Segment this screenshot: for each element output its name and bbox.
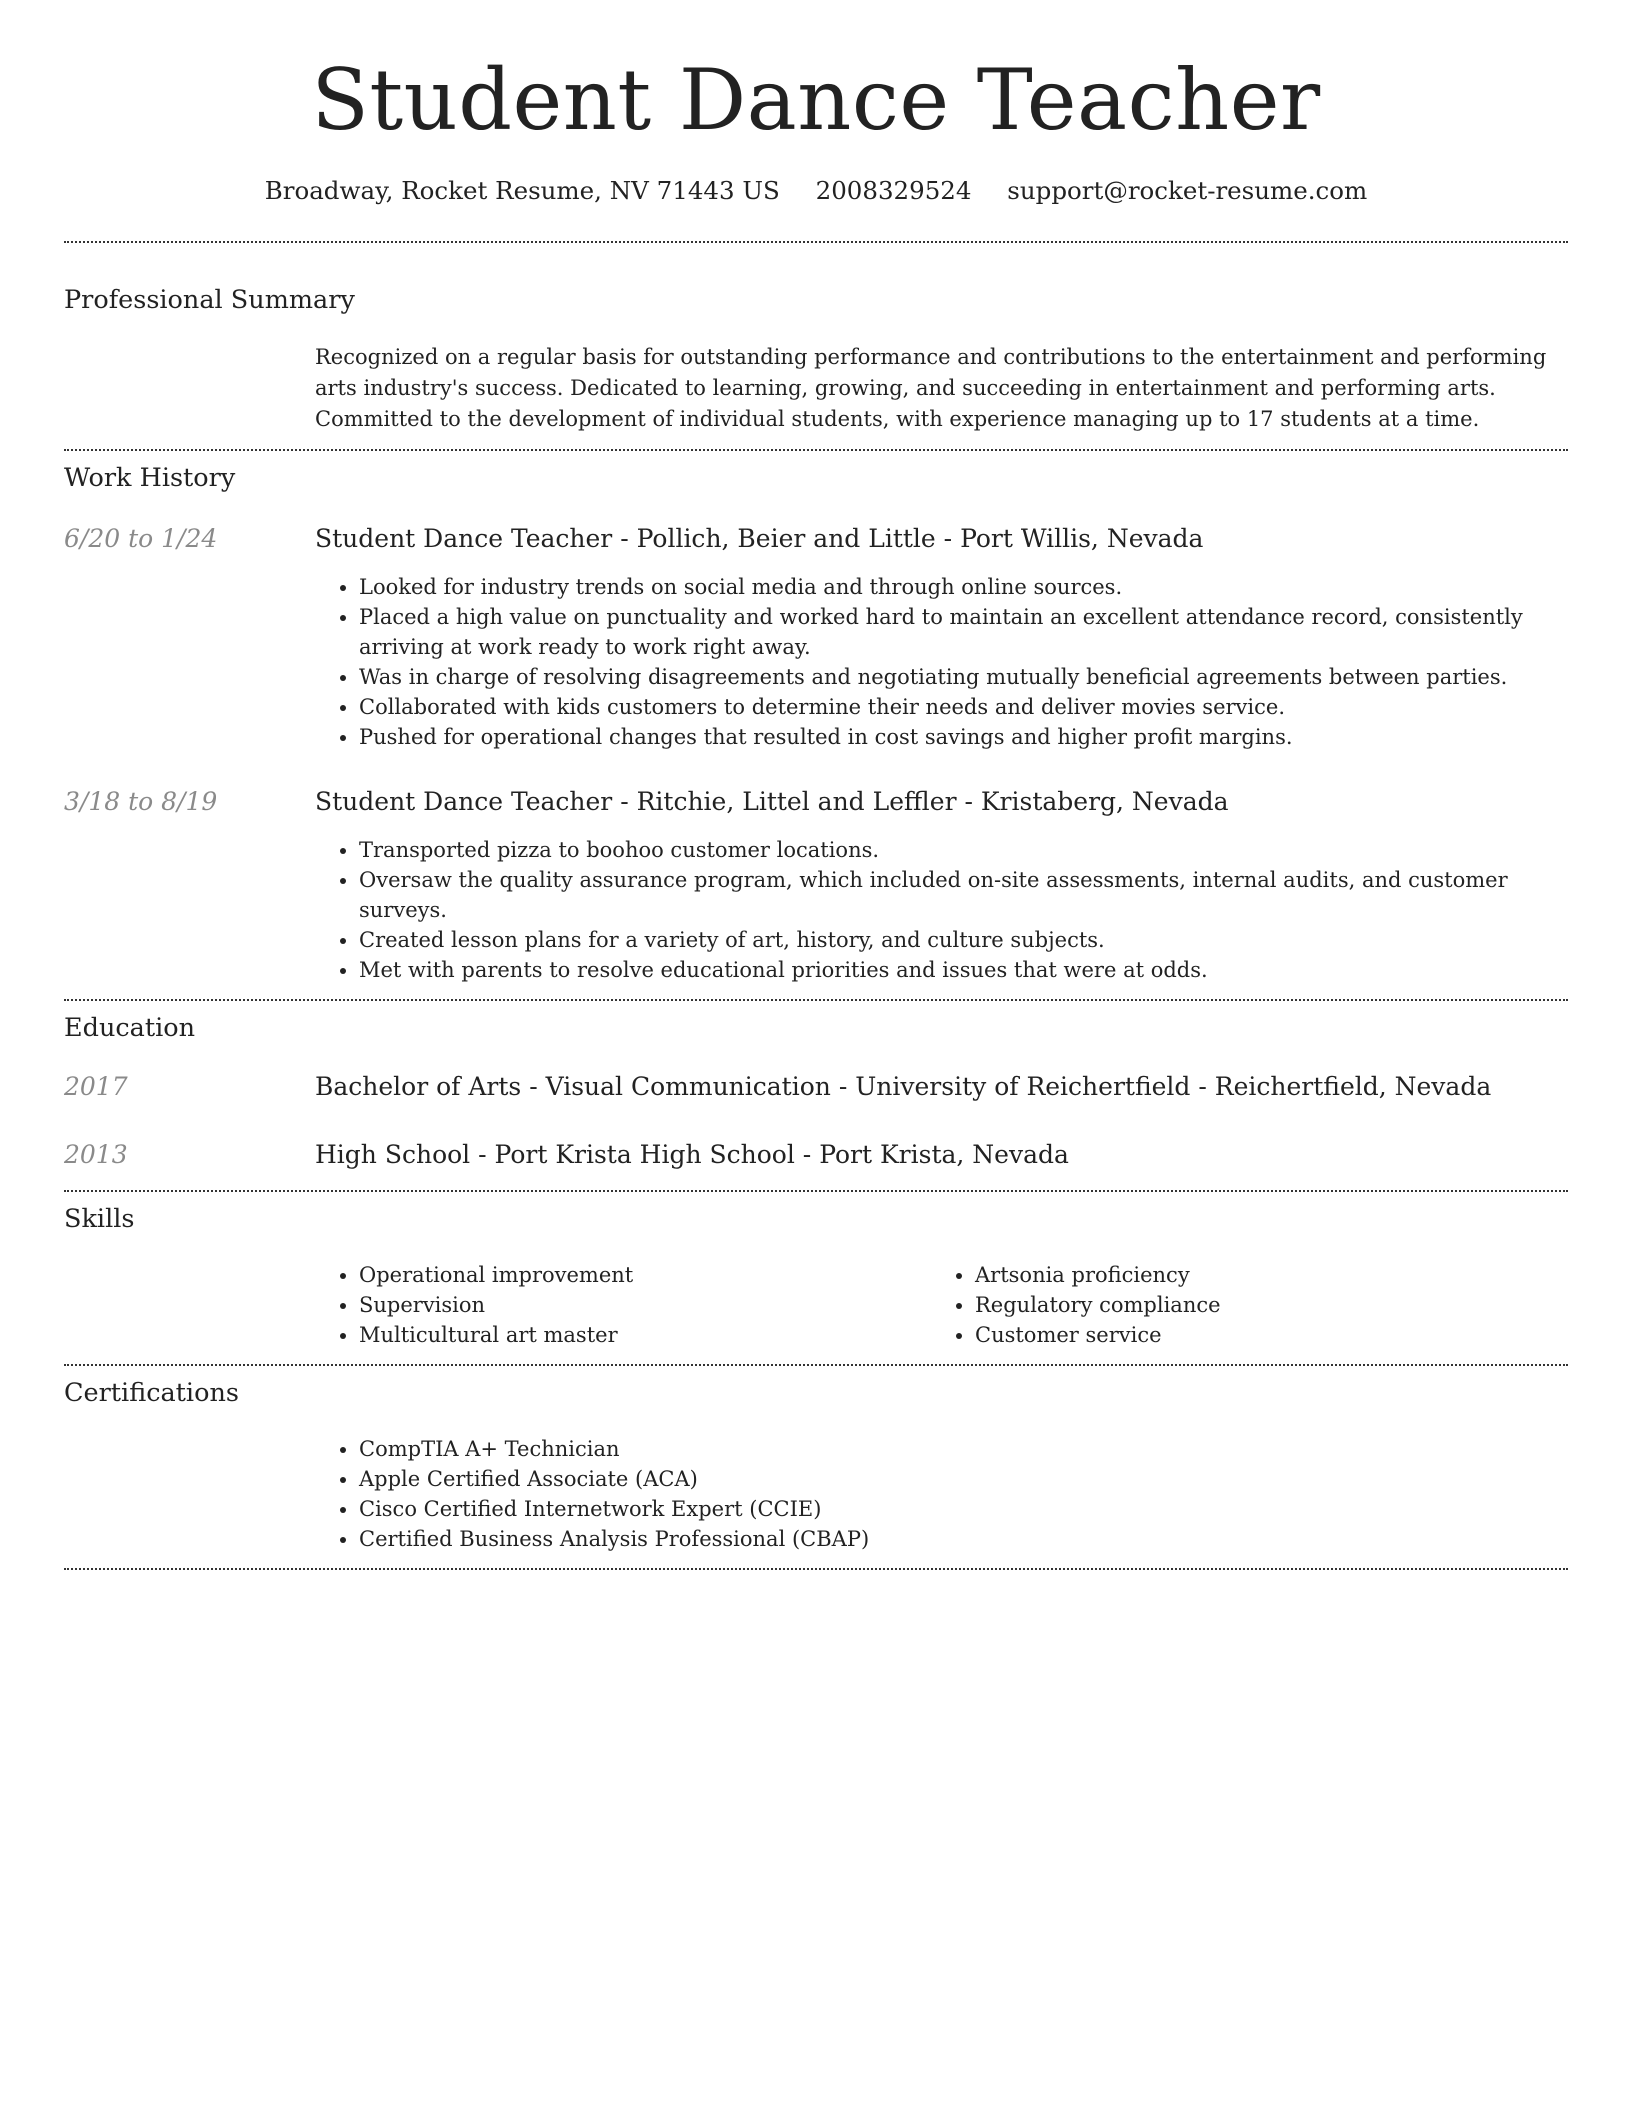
education-degree: High School [315, 1140, 471, 1169]
contact-line [64, 176, 1568, 205]
job-entry [64, 523, 1568, 752]
divider [64, 241, 1568, 243]
skills-column-left [315, 1260, 931, 1350]
list-item: • Looked for industry trends on social media and through online sources. [359, 572, 1568, 602]
list-item: • Pushed for operational changes that resulted in cost savings and higher profit margins. [359, 722, 1568, 752]
summary-section [64, 285, 1568, 449]
education-heading [315, 1071, 1568, 1102]
skills-list [315, 1260, 931, 1350]
job-body [315, 786, 1568, 999]
divider [64, 1568, 1568, 1570]
divider [64, 999, 1568, 1001]
certifications-title: Certifications [64, 1378, 239, 1408]
job-body [315, 523, 1568, 752]
list-item: • Cisco Certified Internetwork Expert (CCIE) [359, 1494, 1568, 1524]
education-section [64, 1013, 1568, 1190]
job-heading [315, 786, 1568, 817]
education-heading [315, 1139, 1568, 1170]
list-item: • Regulatory compliance [975, 1290, 1547, 1320]
list-item: • Certified Business Analysis Professional (CBAP) [359, 1524, 1568, 1554]
education-year: 2013 [64, 1140, 128, 1169]
job-bullets [315, 572, 1568, 752]
education-degree: Bachelor of Arts - Visual Communication [315, 1072, 831, 1101]
education-title: Education [64, 1013, 196, 1043]
list-item: • Operational improvement [359, 1260, 931, 1290]
list-item: • Placed a high value on punctuality and worked hard to maintain an excellent attendance record, consistently arriving at work ready to work right away. [359, 602, 1568, 662]
job-company: - Pollich, Beier and Little - Port Willis, Nevada [612, 524, 1204, 553]
list-item: • Multicultural art master [359, 1320, 931, 1350]
certifications-body [315, 1434, 1568, 1568]
skills-section [64, 1204, 1568, 1364]
education-year: 2017 [64, 1072, 128, 1101]
job-dates: 6/20 to 1/24 [64, 524, 218, 553]
divider [64, 1190, 1568, 1192]
job-entry [64, 786, 1568, 999]
list-item: • Collaborated with kids customers to determine their needs and deliver movies service. [359, 692, 1568, 722]
list-item: • Artsonia proficiency [975, 1260, 1547, 1290]
summary-text: Recognized on a regular basis for outstanding performance and contributions to the entertainment and performing arts industry's success. Dedicated to learning, growing, and succeeding in entertainment and performing arts. Committed to the development of individual students, with experience managing up to 17 students at a time. [315, 345, 1547, 431]
list-item: • Met with parents to resolve educational priorities and issues that were at odds. [359, 955, 1568, 985]
skills-columns [315, 1260, 1568, 1364]
job-role: Student Dance Teacher [315, 787, 613, 816]
education-entry [64, 1139, 1568, 1190]
job-dates: 3/18 to 8/19 [64, 787, 218, 816]
job-role: Student Dance Teacher [315, 524, 613, 553]
education-entry [64, 1071, 1568, 1102]
list-item: • Transported pizza to boohoo customer locations. [359, 835, 1568, 865]
skills-column-right [931, 1260, 1547, 1350]
list-item: • Supervision [359, 1290, 931, 1320]
list-item: • Was in charge of resolving disagreements and negotiating mutually beneficial agreements between parties. [359, 662, 1568, 692]
skills-list [931, 1260, 1547, 1350]
list-item: • CompTIA A+ Technician [359, 1434, 1568, 1464]
resume-name: Student Dance Teacher [311, 51, 1321, 149]
job-bullets [315, 835, 1568, 999]
job-company: - Ritchie, Littel and Leffler - Kristaberg, Nevada [612, 787, 1229, 816]
contact-phone: 2008329524 [815, 176, 972, 205]
certifications-section [64, 1378, 1568, 1568]
contact-address: Broadway, Rocket Resume, NV 71443 US [264, 176, 780, 205]
list-item: • Created lesson plans for a variety of art, history, and culture subjects. [359, 925, 1568, 955]
education-school: - Port Krista High School - Port Krista, Nevada [470, 1140, 1069, 1169]
list-item: • Customer service [975, 1320, 1547, 1350]
certifications-list [315, 1434, 1568, 1554]
list-item: • Oversaw the quality assurance program, which included on-site assessments, internal audits, and customer surveys. [359, 865, 1568, 925]
contact-email: support@rocket-resume.com [1007, 176, 1368, 205]
list-item: • Apple Certified Associate (ACA) [359, 1464, 1568, 1494]
divider [64, 1364, 1568, 1366]
work-history-section [64, 463, 1568, 999]
summary-title: Professional Summary [64, 285, 355, 315]
work-history-title: Work History [64, 463, 236, 493]
skills-title: Skills [64, 1204, 135, 1234]
divider [64, 449, 1568, 451]
resume-page [64, 0, 1568, 1570]
job-heading [315, 523, 1568, 554]
education-school: - University of Reichertfield - Reichertfield, Nevada [830, 1072, 1492, 1101]
